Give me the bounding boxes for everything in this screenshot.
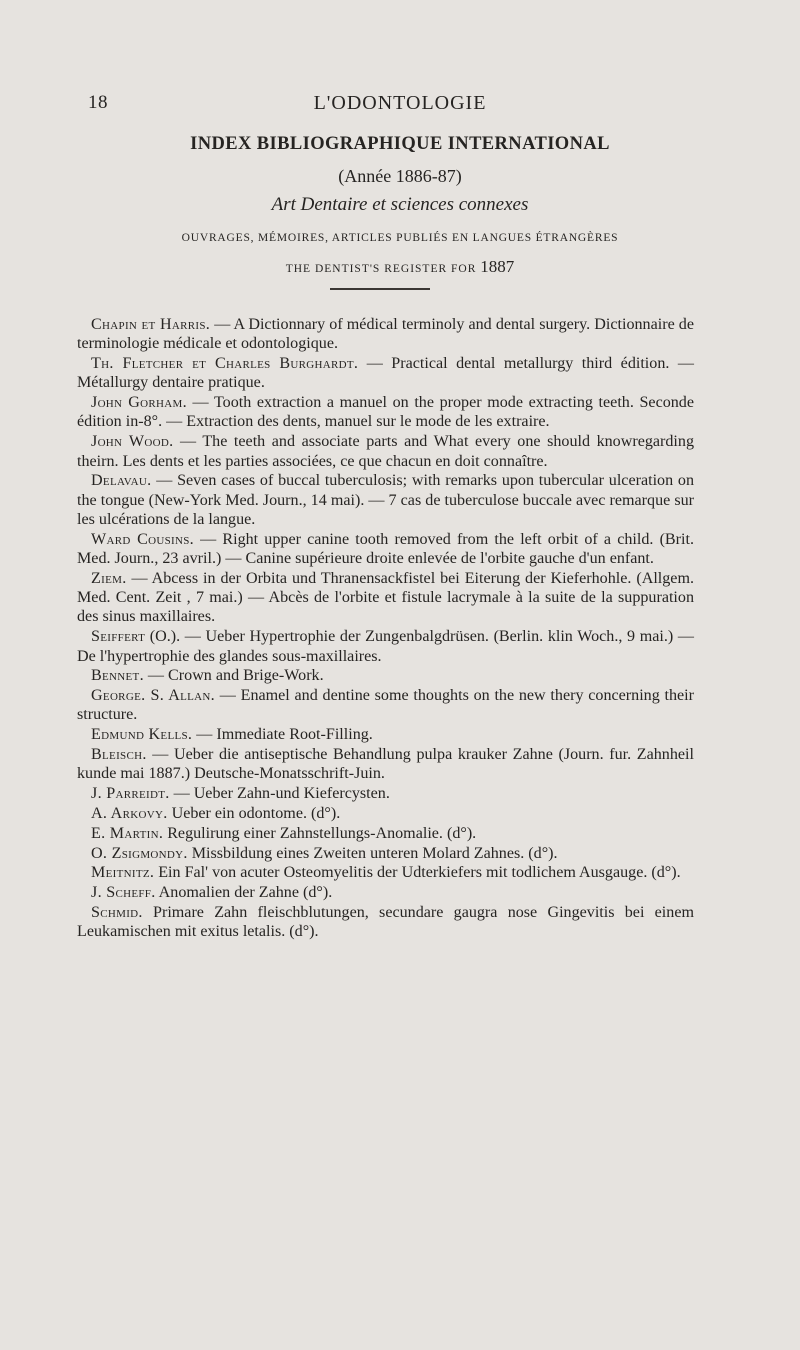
- entry-author: George. S. Allan.: [91, 687, 215, 705]
- entry-author: Ward Cousins.: [91, 530, 194, 548]
- register-year: 1887: [480, 257, 515, 276]
- page-header: [0, 92, 800, 118]
- entry-author: Schmid.: [91, 903, 143, 921]
- entry-text: — A Dictionnary of médical terminoly and dental surgery. Dictionnaire de terminologie médicale et odontologique.: [77, 316, 694, 353]
- bibliography-entry: [77, 863, 694, 882]
- entry-text: — Enamel and dentine some thoughts on the new thery concerning their structure.: [77, 687, 695, 724]
- bibliography-entry: [77, 530, 694, 569]
- entry-author: Bennet.: [91, 667, 144, 685]
- entry-author: J. Scheff.: [91, 884, 156, 902]
- bibliography-entry: [77, 393, 694, 432]
- entry-text: — Crown and Brige-Work.: [143, 667, 324, 685]
- bibliography-entry: [77, 804, 694, 823]
- entry-author: John Wood.: [91, 433, 174, 451]
- entry-text: Missbildung eines Zweiten unteren Molard Zahnes. (d°).: [187, 844, 558, 862]
- year-line: (Année 1886-87): [338, 166, 462, 186]
- entry-author: J. Parreidt.: [91, 785, 170, 803]
- entry-author: O. Zsigmondy.: [91, 844, 188, 862]
- bibliography-entry: [77, 471, 694, 529]
- entry-text: — Practical dental metallurgy third édition. — Métallurgy dentaire pratique.: [77, 355, 694, 392]
- entry-text: — Abcess in der Orbita und Thranensackfistel bei Eiterung der Kieferhohle. (Allgem. Med. Cent. Zeit , 7 mai.) — Abcès de l'orbite et fistule lacrymale à la suite de la suppuration des sinus maxillaires.: [77, 569, 694, 626]
- entry-text: Anomalien der Zahne (d°).: [155, 884, 333, 902]
- bibliography-entry: [77, 666, 694, 685]
- bibliography-entry: [77, 824, 694, 843]
- running-head: L'ODONTOLOGIE: [313, 92, 487, 114]
- register-heading-text: THE DENTIST'S REGISTER FOR: [285, 263, 477, 275]
- entry-author: Delavau.: [91, 472, 152, 490]
- entry-text: — Seven cases of buccal tuberculosis; with remarks upon tubercular ulceration on the tongue (New-York Med. Journ., 14 mai). — 7 cas de tuberculose buccale avec remarque sur les ulcérations de la langue.: [77, 472, 694, 528]
- bibliography-entry: [77, 432, 694, 471]
- entry-text: Ueber ein odontome. (d°).: [167, 804, 341, 822]
- entry-text: — The teeth and associate parts and What every one should knowregarding theirn. Les dents et les parties associées, ce que chacun en doit connaître.: [77, 433, 694, 470]
- entry-text: (O.). — Ueber Hypertrophie der Zungenbalgdrüsen. (Berlin. klin Woch., 9 mai.) — De l'hypertrophie des glandes sous-maxillaires.: [77, 628, 694, 665]
- entry-text: — Right upper canine tooth removed from the left orbit of a child. (Brit. Med. Journ., 23 avril.) — Canine supérieure droite enlevée de l'orbite gauche d'un enfant.: [77, 530, 694, 568]
- entry-author: Meitnitz.: [91, 864, 155, 882]
- entry-text: — Tooth extraction a manuel on the proper mode extracting teeth. Seconde édition in-8°. — Extraction des dents, manuel sur le mode de les extraire.: [77, 394, 694, 431]
- entry-text: — Ueber Zahn-und Kiefercysten.: [169, 785, 390, 803]
- entry-text: — Ueber die antiseptische Behandlung pulpa krauker Zahne (Journ. fur. Zahnheil kunde mai 1887.) Deutsche-Monatsschrift-Juin.: [77, 746, 694, 783]
- register-heading: [0, 257, 800, 277]
- bibliography-entry: [77, 784, 694, 803]
- entry-author: E. Martin.: [91, 824, 164, 842]
- entry-author: John Gorham.: [91, 394, 187, 412]
- bibliography-entry: [77, 315, 694, 354]
- bibliography-entry: [77, 883, 694, 902]
- bibliography-entry: [77, 569, 694, 627]
- index-title: INDEX BIBLIOGRAPHIQUE INTERNATIONAL: [190, 134, 610, 154]
- divider-rule: [330, 288, 430, 290]
- entry-author: Bleisch.: [91, 746, 147, 764]
- entry-text: — Immediate Root-Filling.: [192, 726, 373, 744]
- entry-author: Th. Fletcher et Charles Burghardt.: [91, 355, 359, 373]
- bibliography-entry: [77, 725, 694, 744]
- bibliography-list: [77, 315, 694, 942]
- bibliography-entry: [77, 627, 694, 666]
- entry-author: Edmund Kells.: [91, 726, 193, 744]
- bibliography-entry: [77, 686, 694, 725]
- bibliography-entry: [77, 354, 694, 393]
- entry-author: Seiffert: [91, 628, 146, 646]
- entry-author: Ziem.: [91, 569, 127, 587]
- entry-text: Ein Fal' von acuter Osteomyelitis der Udterkiefers mit todlichem Ausgauge. (d°).: [154, 864, 681, 882]
- bibliography-entry: [77, 903, 694, 942]
- entry-text: Primare Zahn fleischblutungen, secundare gaugra nose Gingevitis bei einem Leukamischen mit exitus letalis. (d°).: [77, 903, 694, 941]
- bibliography-entry: [77, 844, 694, 863]
- section-heading: OUVRAGES, MÉMOIRES, ARTICLES PUBLIÉS EN LANGUES ÉTRANGÈRES: [181, 232, 619, 244]
- entry-author: A. Arkovy.: [91, 804, 168, 822]
- page-number: 18: [88, 92, 108, 113]
- entry-author: Chapin et Harris.: [91, 316, 211, 333]
- subtitle: Art Dentaire et sciences connexes: [271, 194, 529, 215]
- entry-text: Regulirung einer Zahnstellungs-Anomalie. (d°).: [163, 824, 477, 842]
- bibliography-entry: [77, 745, 694, 784]
